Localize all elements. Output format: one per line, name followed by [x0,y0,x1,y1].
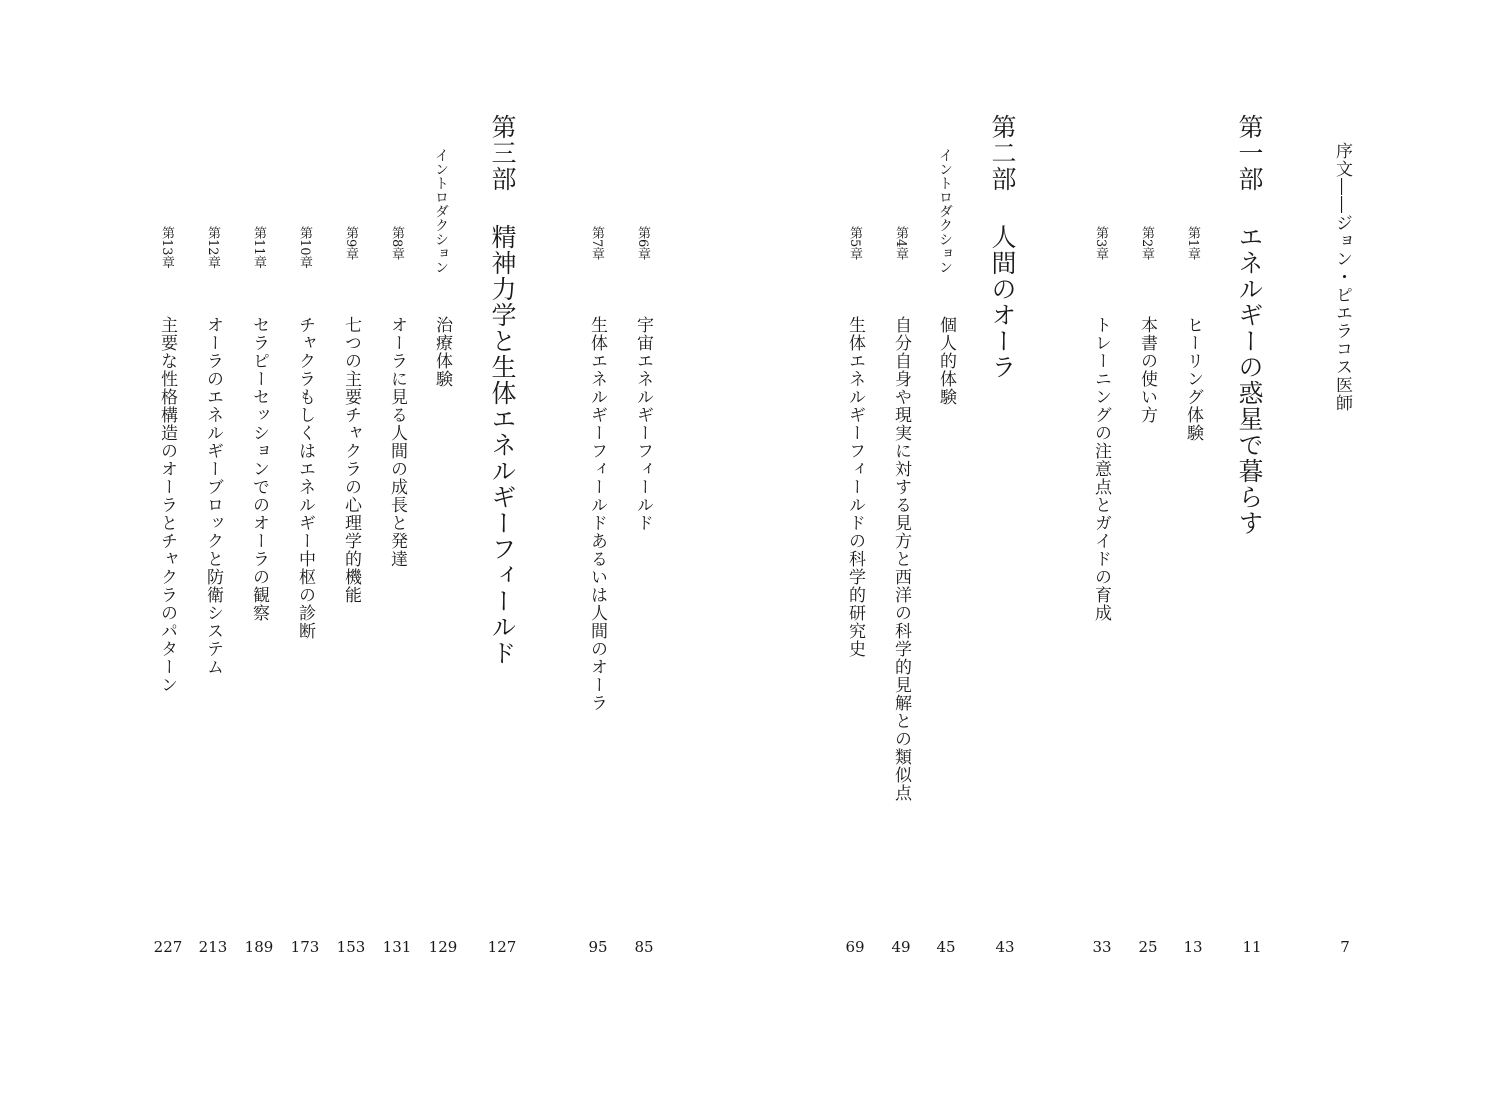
chapter-title: セラピーセッションでのオーラの観察 [249,316,269,622]
part-label: 第二部 [988,114,1017,192]
chapter-label: 第10章 [297,226,312,269]
part-title: 精神力学と生体エネルギーフィールド [488,224,517,666]
page-number: 13 [1183,938,1203,956]
page-number: 43 [995,938,1015,956]
page-number: 129 [428,938,458,956]
page-number: 173 [290,938,320,956]
chapter-label: 第9章 [343,226,358,261]
part-heading [990,114,1015,380]
chapter-label: 第2章 [1139,226,1154,261]
preface-title: 序文――ジョン・ピエラコス医師 [1332,142,1352,412]
page-number: 45 [936,938,956,956]
page-number: 127 [487,938,517,956]
page-number: 25 [1138,938,1158,956]
part-title: 人間のオーラ [988,224,1017,380]
page-number: 11 [1242,938,1262,956]
chapter-label: 第4章 [893,226,908,261]
page-number: 95 [588,938,608,956]
chapter-label: 第3章 [1093,226,1108,261]
intro-title: 治療体験 [432,316,452,388]
part-title: エネルギーの惑星で暮らす [1235,224,1264,536]
intro-label: イントロダクション [433,148,449,274]
page-number: 33 [1092,938,1112,956]
chapter-label: 第5章 [847,226,862,261]
chapter-title: 生体エネルギーフィールドあるいは人間のオーラ [587,316,607,712]
intro-label: イントロダクション [937,148,953,274]
page-number: 227 [153,938,183,956]
page-number: 7 [1340,938,1350,956]
chapter-label: 第11章 [251,226,266,269]
chapter-label: 第12章 [205,226,220,269]
part-heading [1237,114,1262,536]
chapter-title: 自分自身や現実に対する見方と西洋の科学的見解との類似点 [891,316,911,802]
chapter-title: 本書の使い方 [1137,316,1157,424]
intro-title: 個人的体験 [936,316,956,406]
chapter-title: 宇宙エネルギーフィールド [633,316,653,532]
chapter-label: 第7章 [589,226,604,261]
page-number: 85 [634,938,654,956]
chapter-label: 第8章 [389,226,404,261]
chapter-title: 生体エネルギーフィールドの科学的研究史 [845,316,865,658]
part-heading [490,114,515,666]
chapter-label: 第13章 [159,226,174,269]
part-label: 第一部 [1235,114,1264,192]
part-label: 第三部 [488,114,517,192]
chapter-title: ヒーリング体験 [1183,316,1203,442]
page-number: 49 [891,938,911,956]
page-number: 131 [382,938,412,956]
chapter-title: チャクラもしくはエネルギー中枢の診断 [295,316,315,640]
page-number: 69 [845,938,865,956]
chapter-label: 第6章 [635,226,650,261]
page-number: 189 [244,938,274,956]
chapter-title: トレーニングの注意点とガイドの育成 [1091,316,1111,622]
page-number: 213 [198,938,228,956]
chapter-title: オーラのエネルギーブロックと防衛システム [203,316,223,676]
chapter-label: 第1章 [1185,226,1200,261]
page-number: 153 [336,938,366,956]
chapter-title: 主要な性格構造のオーラとチャクラのパターン [157,316,177,694]
chapter-title: 七つの主要チャクラの心理学的機能 [341,316,361,604]
chapter-title: オーラに見る人間の成長と発達 [387,316,407,568]
